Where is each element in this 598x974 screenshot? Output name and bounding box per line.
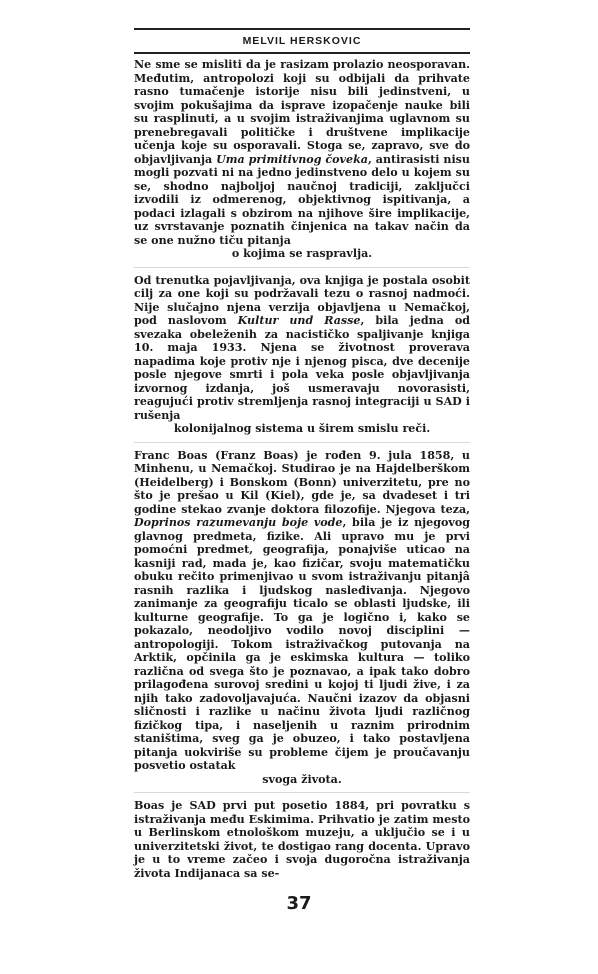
paragraph bbox=[134, 58, 470, 268]
paragraph-text: Boas je SAD prvi put posetio 1884, pri povratku s istraživanja među Eskimima. Prihvatio je zatim mesto u Berlinskom etnološkom muzeju, a uključio se i u univerzitetski život, te dostigao rang docenta. Upravo je u to vreme začeo i svoja dugoročna istraživanja života Indijanaca sa se- bbox=[134, 799, 470, 880]
paragraph-text: , bila je iz njegovog glavnog predmeta, fizike. Ali upravo mu je prvi pomoćni predmet, geografija, ponajviše uticao na kasniji rad, mada je, kao fizičar, svoju matematičku obuku rečito primenjivao u svom istraživanju pitanjâ rasnih razlika i ljudskog nasleđivanja. Njegovo zanimanje za geografiju ticalo se oblasti ljudske, ili kulturne geografije. To ga je logično i, kako se pokazalo, neodoljivo vodilo novoj disciplini — antropologiji. Tokom istraživačkog putovanja na Arktik, opčinila ga je eskimska kultura — toliko različna od svega što je poznavao, a ipak tako dobro prilagođena surovoj sredini u kojoj ti ljudi žive, i za njih tako zadovoljavajuća. Naučni izazov da objasni sličnosti i razlike u načinu života ljudi različnog fizičkog tipa, i naseljenih u raznim prirodnim staništima, sveg ga je obuzeo, i tako postavljena pitanja uokviriše su probleme čijem je proučavanju posvetio ostatak bbox=[134, 516, 470, 772]
paragraph bbox=[134, 799, 470, 886]
running-title: MELVIL HERSKOVIC bbox=[242, 35, 362, 47]
text-column bbox=[134, 58, 470, 892]
book-title-emphasis: Uma primitivnog čoveka bbox=[216, 152, 368, 166]
book-title-emphasis: Kultur und Rasse bbox=[237, 314, 361, 327]
paragraph bbox=[134, 449, 470, 794]
thesis-title-emphasis: Doprinos razumevanju boje vode bbox=[134, 516, 343, 529]
paragraph-last-line: kolonijalnog sistema u širem smislu reči. bbox=[173, 422, 431, 435]
paragraph-text: Franc Boas (Franz Boas) je rođen 9. jula 1858, u Minhenu, u Nemačkoj. Studirao je na Hajdelberškom (Heidelberg) i Bonskom (Bonn) univerzitetu, pre no što je prešao u Kil (Kiel), gde je, sa dvadeset i tri godine stekao zvanje doktora filozofije. Njegova teza, bbox=[134, 448, 470, 516]
page-number: 37 bbox=[286, 893, 312, 914]
paragraph bbox=[134, 274, 470, 443]
paragraph-text: Od trenutka pojavljivanja, ova knjiga je postala osobit cilj za one koji su podržavali tezu o rasnoj nadmoći. Nije slučajno njena verzija objavljena u Nemačkoj, pod naslovom bbox=[134, 273, 470, 327]
paragraph-last-line: o kojima se raspravlja. bbox=[231, 247, 373, 260]
paragraph-last-line: svoga života. bbox=[262, 772, 342, 786]
paragraph-text: , antirasisti nisu mogli pozvati ni na jedno jedinstveno delo u kojem su se, shodno najboljoj naučnoj tradiciji, zaključci izvodili iz odmerenog, objektivnog ispitivanja, a podaci izlagali s obzirom na njihove šire implikacije, uz svrstavanje poznatih činjenica na takav način da se one nužno tiču pitanja bbox=[134, 152, 470, 247]
running-head bbox=[134, 28, 470, 54]
paragraph-text: Ne sme se misliti da je rasizam prolazio neosporavan. Međutim, antropolozi koji su odbijali da prihvate rasno tumačenje istorije nisu bili jedinstveni, u svojim pokušajima da isprave izopačenje nauke bili su rasplinuti, a u svojim istraživanjima uglavnom su prenebregavali političke i društvene implikacije učenja koje su osporavali. Stoga se, zapravo, sve do objavljivanja bbox=[134, 58, 470, 166]
paragraph-text: , bila jedna od svezaka obeleženih za nacističko spaljivanje knjiga 10. maja 1933. Njena se životnost proverava napadima koje protiv nje i njenog pisca, dve decenije posle njegove smrti i pola veka posle objavljivanja izvornog izdanja, još usmeravaju novorasisti, reagujući protiv stremljenja rasnoj integraciji u SAD i rušenja bbox=[134, 314, 470, 422]
